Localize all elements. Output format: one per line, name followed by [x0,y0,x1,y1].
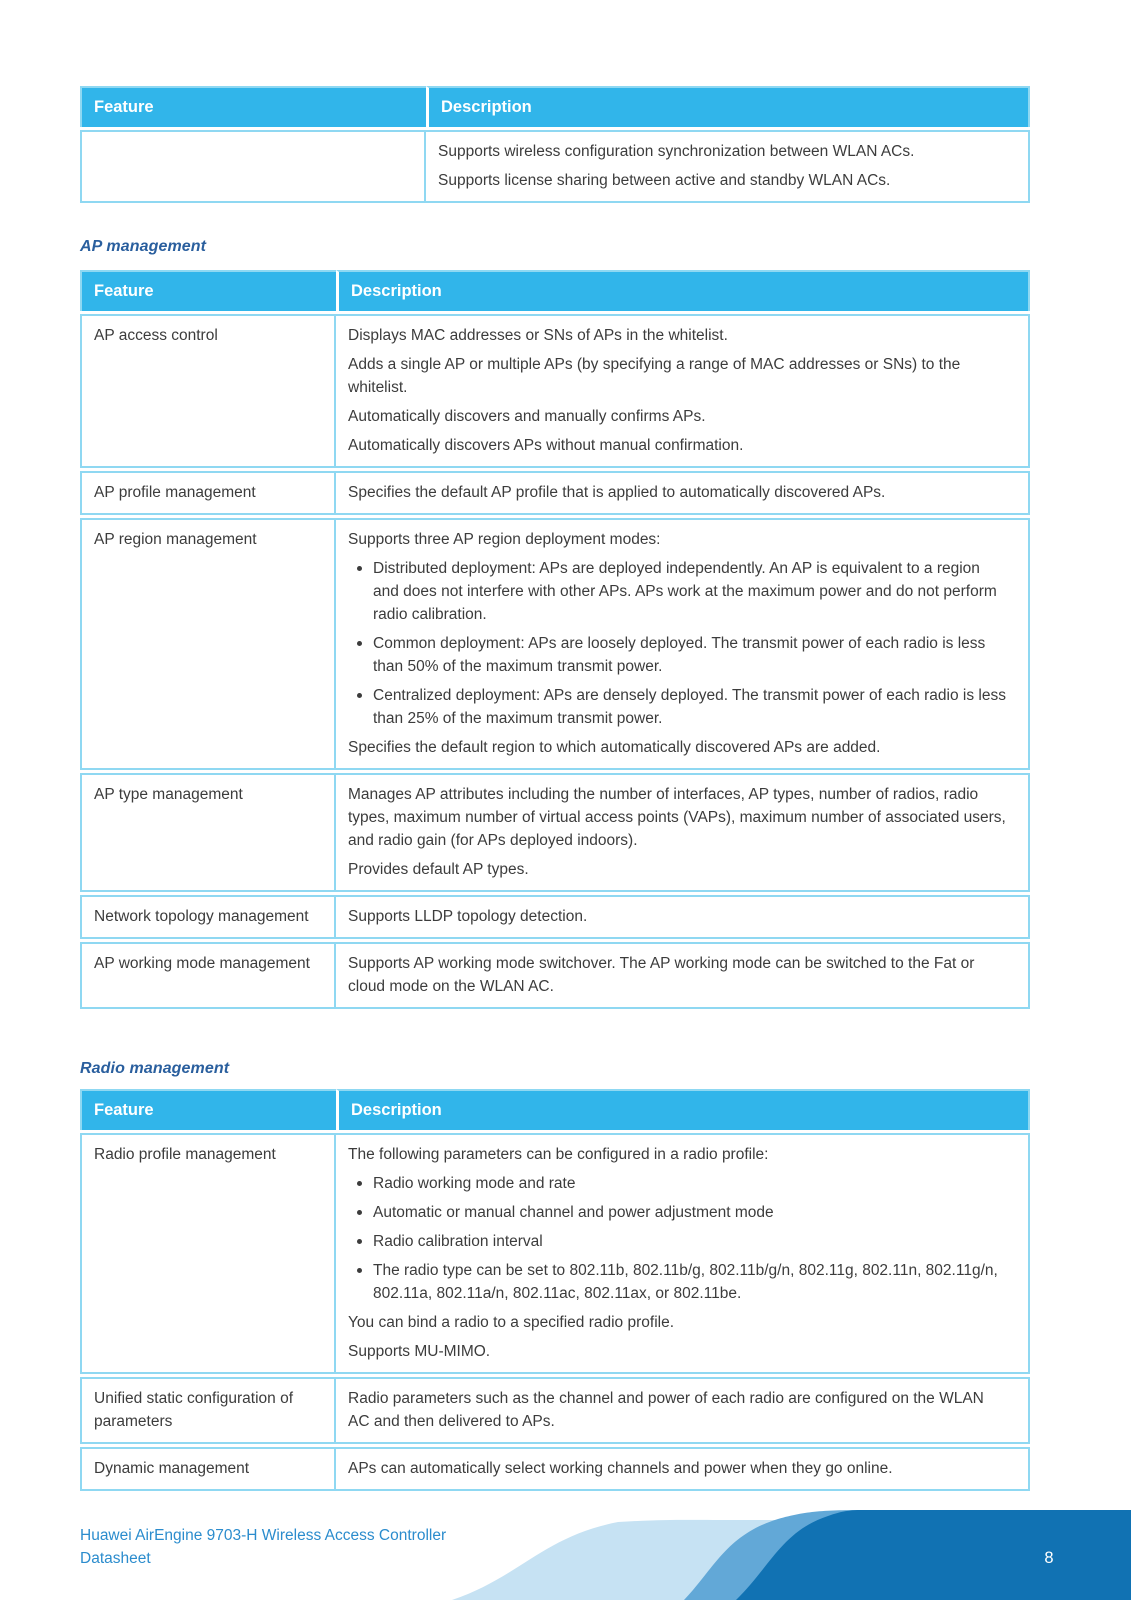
bullet-item [348,684,1008,730]
bullet-text: Common deployment: APs are loosely deployed. The transmit power of each radio is less than 50% of the maximum transmit power. [373,635,986,675]
feature-cell: AP type management [80,773,336,892]
bullet-item [348,1172,1008,1195]
table-row [80,471,1030,515]
bullet-icon [357,1210,362,1215]
description-paragraph: Supports wireless configuration synchronization between WLAN ACs. [438,143,915,160]
description-cell [336,1447,1030,1491]
description-paragraph: Specifies the default AP profile that is applied to automatically discovered APs. [348,484,886,501]
description-paragraph: Adds a single AP or multiple APs (by specifying a range of MAC addresses or SNs) to the whitelist. [348,356,961,396]
feature-cell: Radio profile management [80,1133,336,1374]
feature-cell: AP working mode management [80,942,336,1009]
description-paragraph: APs can automatically select working channels and power when they go online. [348,1460,893,1477]
description-column-header: Description [336,1089,1030,1130]
table-row [80,1377,1030,1444]
feature-cell: AP profile management [80,471,336,515]
bullet-icon [357,693,362,698]
section-heading-radio-management: Radio management [80,1060,230,1077]
radio-management-table-section [80,1089,1030,1494]
continuation-table-section [80,86,1030,206]
bullet-text: Radio calibration interval [373,1233,543,1250]
table-row [80,130,1030,203]
description-paragraph: Supports MU-MIMO. [348,1343,491,1360]
feature-table [80,83,1030,206]
feature-cell: Network topology management [80,895,336,939]
description-column-header: Description [336,270,1030,311]
footer-wave-graphic [0,1505,1131,1600]
description-cell [336,942,1030,1009]
bullet-item [348,1201,1008,1224]
description-cell [336,518,1030,770]
page-number: 8 [1044,1549,1054,1567]
description-paragraph: Provides default AP types. [348,861,529,878]
description-cell [336,1133,1030,1374]
feature-cell: AP access control [80,314,336,468]
ap-management-table-section [80,270,1030,1012]
feature-table [80,1086,1030,1494]
bullet-item [348,1259,1008,1305]
table-row [80,895,1030,939]
feature-cell: AP region management [80,518,336,770]
table-header-row [80,270,1030,311]
bullet-text: Distributed deployment: APs are deployed independently. An AP is equivalent to a region and does not interfere with other APs. APs work at the maximum power and do not perform radio calibration. [373,560,997,623]
feature-column-header: Feature [80,1089,336,1130]
description-paragraph: You can bind a radio to a specified radio profile. [348,1314,675,1331]
description-paragraph: Manages AP attributes including the number of interfaces, AP types, number of radios, radio types, maximum number of virtual access points (VAPs), maximum number of associated users, and radio gain (for APs deployed indoors). [348,786,1006,849]
feature-table [80,267,1030,1012]
description-paragraph: Radio parameters such as the channel and power of each radio are configured on the WLAN AC and then delivered to APs. [348,1390,984,1430]
description-paragraph: Supports three AP region deployment modes: [348,531,661,548]
table-header-row [80,1089,1030,1130]
bullet-item [348,557,1008,626]
table-header-row [80,86,1030,127]
bullet-text: Radio working mode and rate [373,1175,576,1192]
description-cell [336,1377,1030,1444]
description-paragraph: Automatically discovers APs without manual confirmation. [348,437,744,454]
description-cell [336,773,1030,892]
footer-doc-title-line1: Huawei AirEngine 9703-H Wireless Access Controller [80,1527,447,1544]
bullet-icon [357,1181,362,1186]
description-cell [336,314,1030,468]
section-heading-ap-management: AP management [80,238,207,255]
bullet-icon [357,1239,362,1244]
description-cell [426,130,1030,203]
feature-cell: Unified static configuration of parameters [80,1377,336,1444]
bullet-icon [357,641,362,646]
description-paragraph: Displays MAC addresses or SNs of APs in the whitelist. [348,327,728,344]
bullet-text: The radio type can be set to 802.11b, 802.11b/g, 802.11b/g/n, 802.11g, 802.11n, 802.11g/n, 802.11a, 802.11a/n, 802.11ac, 802.11ax, or 802.11be. [373,1262,998,1302]
feature-column-header: Feature [80,86,426,127]
table-row [80,942,1030,1009]
feature-column-header: Feature [80,270,336,311]
feature-cell: Dynamic management [80,1447,336,1491]
bullet-item [348,1230,1008,1253]
description-cell [336,471,1030,515]
table-row [80,518,1030,770]
footer-doc-title-line2: Datasheet [80,1550,151,1567]
bullet-text: Automatic or manual channel and power adjustment mode [373,1204,774,1221]
description-paragraph: Automatically discovers and manually confirms APs. [348,408,706,425]
description-paragraph: Specifies the default region to which automatically discovered APs are added. [348,739,881,756]
description-paragraph: Supports LLDP topology detection. [348,908,588,925]
bullet-icon [357,566,362,571]
feature-cell [80,130,426,203]
bullet-item [348,632,1008,678]
description-paragraph: Supports AP working mode switchover. The AP working mode can be switched to the Fat or cloud mode on the WLAN AC. [348,955,975,995]
table-row [80,773,1030,892]
description-cell [336,895,1030,939]
description-column-header: Description [426,86,1030,127]
table-row [80,1133,1030,1374]
description-paragraph: The following parameters can be configured in a radio profile: [348,1146,769,1163]
table-row [80,1447,1030,1491]
description-paragraph: Supports license sharing between active and standby WLAN ACs. [438,172,891,189]
table-row [80,314,1030,468]
bullet-text: Centralized deployment: APs are densely deployed. The transmit power of each radio is less than 25% of the maximum transmit power. [373,687,1006,727]
bullet-icon [357,1268,362,1273]
